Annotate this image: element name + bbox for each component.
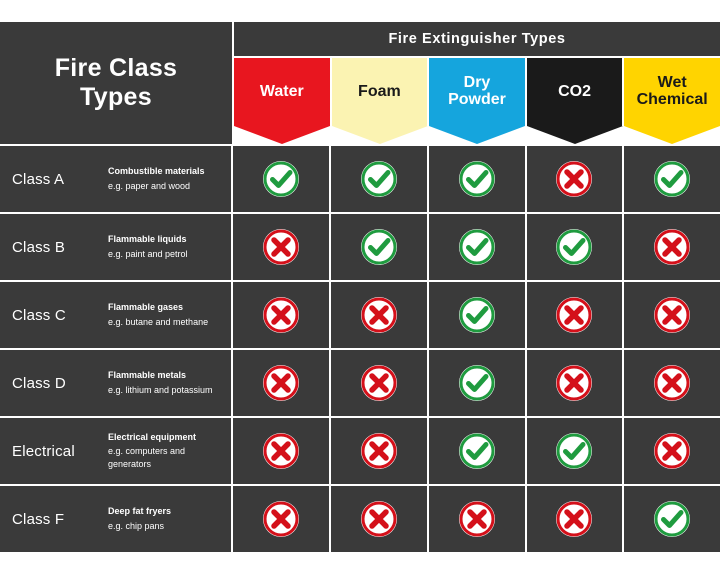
cross-icon xyxy=(654,433,690,469)
compatibility-cell xyxy=(233,282,329,348)
compatibility-cell xyxy=(429,350,525,416)
cross-icon xyxy=(556,297,592,333)
check-icon xyxy=(459,229,495,265)
cross-icon xyxy=(361,433,397,469)
compatibility-cell xyxy=(233,350,329,416)
fire-class-grid xyxy=(0,146,720,554)
fire-class-name: Class B xyxy=(12,238,66,256)
fire-class-name: Class A xyxy=(12,170,65,188)
extinguisher-type-foam xyxy=(332,58,428,126)
check-icon xyxy=(459,297,495,333)
extinguisher-type-wet-chemical xyxy=(624,58,720,126)
fire-class-cell xyxy=(0,418,231,484)
fire-class-description-example: e.g. paper and wood xyxy=(108,180,191,191)
compatibility-cell xyxy=(331,350,427,416)
extinguisher-type-label: Foam xyxy=(358,82,401,100)
table-row xyxy=(0,486,720,552)
compatibility-cell xyxy=(527,486,623,552)
check-icon xyxy=(556,229,592,265)
fire-class-name: Class D xyxy=(12,374,66,392)
check-icon xyxy=(459,161,495,197)
tag-point-shape xyxy=(234,126,330,144)
compatibility-cell xyxy=(233,214,329,280)
cross-icon xyxy=(654,229,690,265)
check-icon xyxy=(459,433,495,469)
compatibility-cell xyxy=(527,214,623,280)
cross-icon xyxy=(263,365,299,401)
fire-class-description-main: Electrical equipment xyxy=(108,431,197,442)
compatibility-cell xyxy=(527,146,623,212)
fire-class-cell xyxy=(0,486,231,552)
fire-class-description-main: Deep fat fryers xyxy=(108,506,172,517)
tag-point-shape xyxy=(429,126,525,144)
compatibility-cell xyxy=(624,214,720,280)
fire-class-description xyxy=(108,233,221,260)
cross-icon xyxy=(459,501,495,537)
fire-class-description-example: e.g. paint and petrol xyxy=(108,248,188,259)
fire-class-description xyxy=(108,431,221,471)
table-row xyxy=(0,350,720,416)
fire-class-description-main: Flammable metals xyxy=(108,370,187,381)
fire-class-description xyxy=(108,505,221,532)
extinguisher-type-water xyxy=(234,58,330,126)
extinguisher-type-label: Water xyxy=(259,82,304,100)
check-icon xyxy=(654,161,690,197)
cross-icon xyxy=(556,365,592,401)
fire-class-cell xyxy=(0,146,231,212)
header-banner-text: Fire Extinguisher Types xyxy=(388,31,566,47)
cross-icon xyxy=(556,161,592,197)
check-icon xyxy=(361,229,397,265)
cross-icon xyxy=(361,365,397,401)
table-row xyxy=(0,146,720,212)
check-icon xyxy=(654,501,690,537)
page-title-line1: Fire Class xyxy=(54,54,178,83)
fire-class-cell xyxy=(0,214,231,280)
extinguisher-type-dry-powder xyxy=(429,58,525,126)
fire-class-description-example: e.g. chip pans xyxy=(108,520,165,531)
extinguisher-type-label: CO2 xyxy=(558,82,592,100)
fire-class-name: Class C xyxy=(12,306,66,324)
fire-class-description-example: e.g. computers and generators xyxy=(108,445,186,470)
cross-icon xyxy=(361,297,397,333)
table-row xyxy=(0,282,720,348)
fire-class-description-main: Flammable liquids xyxy=(108,234,187,245)
compatibility-cell xyxy=(429,214,525,280)
check-icon xyxy=(361,161,397,197)
compatibility-cell xyxy=(331,486,427,552)
check-icon xyxy=(556,433,592,469)
page-title-text xyxy=(55,54,178,112)
cross-icon xyxy=(263,297,299,333)
compatibility-cell xyxy=(429,282,525,348)
fire-class-description xyxy=(108,165,221,192)
fire-class-name: Class F xyxy=(12,510,65,528)
fire-class-description-main: Combustible materials xyxy=(108,166,205,177)
cross-icon xyxy=(556,501,592,537)
extinguisher-types-row xyxy=(234,58,720,144)
compatibility-cell xyxy=(624,418,720,484)
extinguisher-type-label: Wet Chemical xyxy=(636,74,708,108)
compatibility-cell xyxy=(233,486,329,552)
compatibility-cell xyxy=(331,214,427,280)
extinguisher-type-label: Dry Powder xyxy=(448,74,506,108)
compatibility-cell xyxy=(624,282,720,348)
extinguisher-type-co2 xyxy=(527,58,623,126)
fire-class-description-example: e.g. lithium and potassium xyxy=(108,384,213,395)
fire-class-description-main: Flammable gases xyxy=(108,302,184,313)
fire-class-description xyxy=(108,301,221,328)
fire-class-description-example: e.g. butane and methane xyxy=(108,316,209,327)
check-icon xyxy=(263,161,299,197)
compatibility-cell xyxy=(429,418,525,484)
cross-icon xyxy=(654,365,690,401)
fire-class-name: Electrical xyxy=(12,442,75,460)
check-icon xyxy=(459,365,495,401)
page-title-line2: Types xyxy=(80,83,152,111)
cross-icon xyxy=(263,433,299,469)
compatibility-cell xyxy=(331,418,427,484)
fire-class-cell xyxy=(0,282,231,348)
compatibility-cell xyxy=(429,486,525,552)
compatibility-cell xyxy=(624,146,720,212)
compatibility-cell xyxy=(527,418,623,484)
compatibility-cell xyxy=(527,350,623,416)
compatibility-cell xyxy=(527,282,623,348)
compatibility-cell xyxy=(331,282,427,348)
header-banner xyxy=(234,22,720,56)
compatibility-cell xyxy=(429,146,525,212)
table-row xyxy=(0,418,720,484)
compatibility-cell xyxy=(233,146,329,212)
tag-point-shape xyxy=(332,126,428,144)
compatibility-cell xyxy=(624,486,720,552)
tag-point-shape xyxy=(624,126,720,144)
cross-icon xyxy=(361,501,397,537)
compatibility-cell xyxy=(233,418,329,484)
cross-icon xyxy=(263,229,299,265)
compatibility-cell xyxy=(331,146,427,212)
fire-class-cell xyxy=(0,350,231,416)
tag-point-shape xyxy=(527,126,623,144)
page-title xyxy=(0,22,232,144)
cross-icon xyxy=(654,297,690,333)
compatibility-cell xyxy=(624,350,720,416)
cross-icon xyxy=(263,501,299,537)
table-row xyxy=(0,214,720,280)
fire-class-description xyxy=(108,369,221,396)
